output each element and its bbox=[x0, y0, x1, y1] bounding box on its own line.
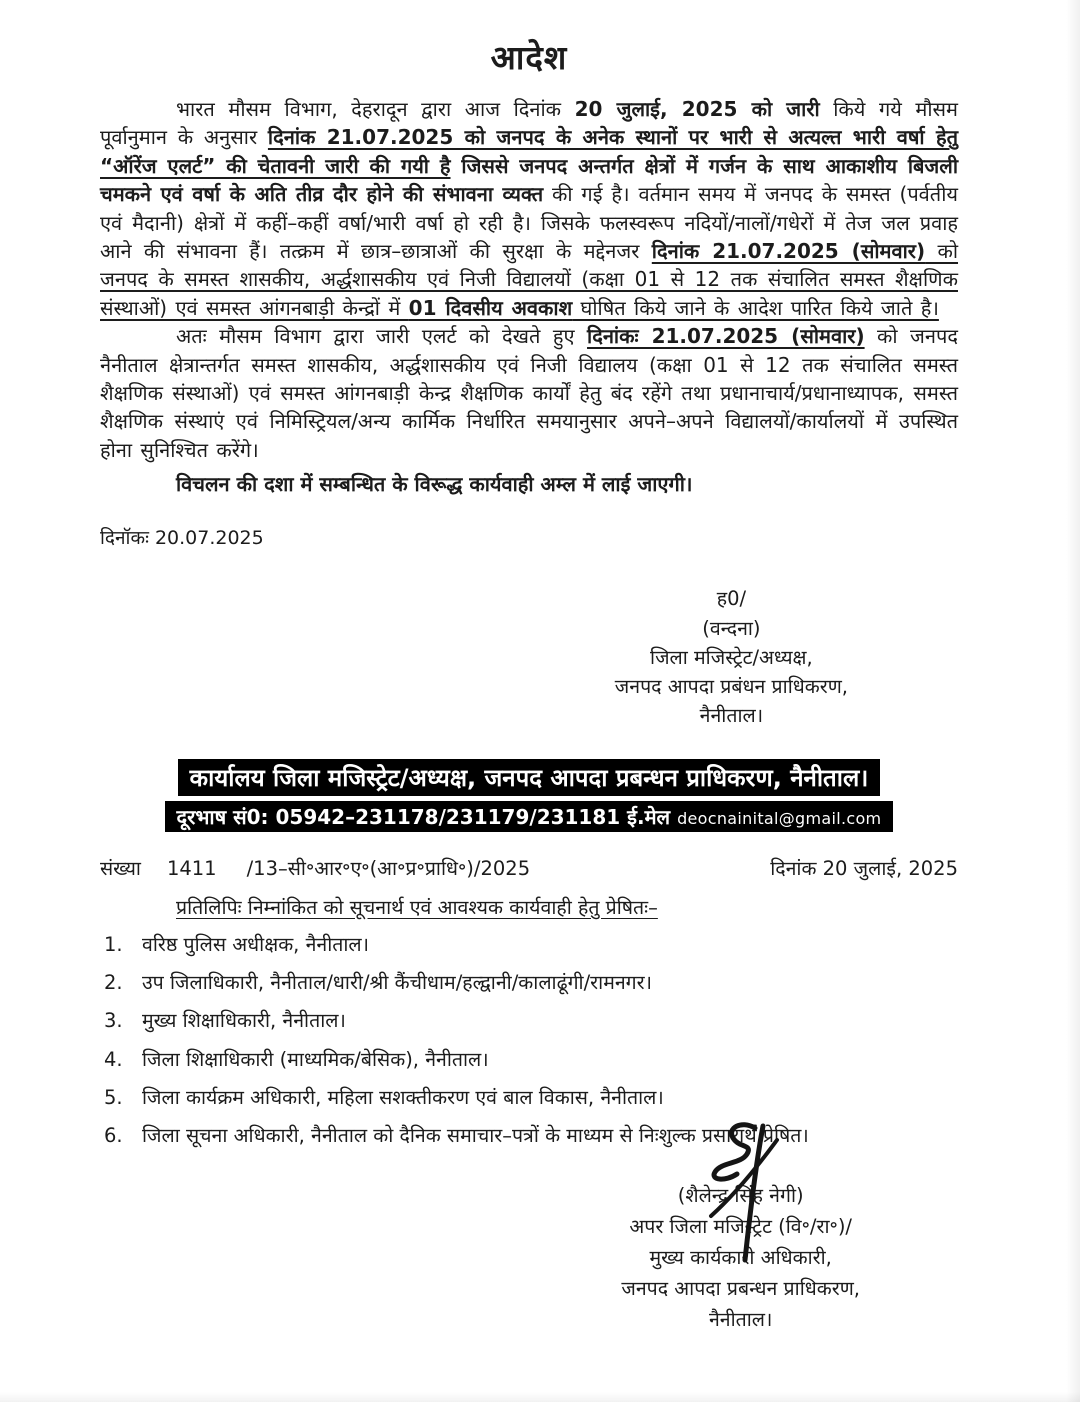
item-number: 1. bbox=[104, 932, 123, 956]
text-segment-bold: जिससे जनपद अन्तर्गत क्षेत्रों में गर्जन के साथ आकाशीय बिजली चमकने एवं वर्षा के अति तीव्र दौर होने की संभावना व्यक्त bbox=[100, 153, 958, 207]
signatory-block-bottom bbox=[621, 1180, 860, 1336]
recipient-item bbox=[100, 970, 958, 996]
para-weather-alert bbox=[100, 95, 958, 322]
text-segment: किये गये मौसम पूर्वानुमान के अनुसार bbox=[100, 97, 958, 150]
item-number: 3. bbox=[104, 1009, 123, 1033]
recipient-item bbox=[100, 1047, 958, 1073]
recipient-list bbox=[100, 932, 958, 1150]
scan-edge bbox=[0, 1392, 1080, 1402]
signatory-place: नैनीताल। bbox=[699, 704, 764, 728]
order-date: दिनॉकः 20.07.2025 bbox=[100, 527, 264, 550]
text-segment-underline: घोषित किये जाने के आदेश पारित किये जाते है। bbox=[572, 295, 939, 320]
recipient-item bbox=[100, 1123, 958, 1149]
text-segment: की गई है। वर्तमान समय में जनपद के समस्त (पर्वतीय एवं मैदानी) क्षेत्रों में कहीं–कहीं वर्षा/भारी वर्षा हो रही है। जिसके फलस्वरूप नदियों/नालों/गधेरों में तेज जल प्रवाह आने की संभावना हैं। तत्क्रम में छात्र–छात्राओं की सुरक्षा के मद्देनजर bbox=[100, 182, 958, 263]
text-segment: को जनपद नैनीताल क्षेत्रान्तर्गत समस्त शासकीय, अर्द्धशासकीय एवं निजी विद्यालय (कक्षा 01 से 12 तक संचालित समस्त शैक्षणिक संस्थाओं) एवं समस्त आंगनबाड़ी केन्द्र शैक्षणिक कार्यों हेतु बंद रहेंगे तथा प्रधानाचार्य/प्रधानाध्यापक, समस्त शैक्षणिक संस्थाएं एवं निमिस्ट्रियल/अन्य कार्मिक निर्धारित समयानुसार अपने–अपने विद्यालयों/कार्यालयों में उपस्थित होना सुनिश्चित करेंगे। bbox=[100, 324, 958, 462]
signatory-designation: अपर जिला मजिस्ट्रेट (वि॰/रा॰)/ bbox=[629, 1214, 853, 1238]
item-text: उप जिलाधिकारी, नैनीताल/धारी/श्री कैंचीधाम/हल्द्वानी/कालाढूंगी/रामनगर। bbox=[142, 971, 653, 995]
signatory-place: नैनीताल। bbox=[708, 1308, 773, 1332]
item-number: 6. bbox=[104, 1124, 123, 1148]
reference-suffix: /13–सी॰आर॰ए॰(आ॰प्र॰प्राधि॰)/2025 bbox=[246, 856, 531, 880]
page-title: आदेश bbox=[490, 38, 568, 77]
item-text: जिला शिक्षाधिकारी (माध्यमिक/बेसिक), नैनीताल। bbox=[142, 1047, 489, 1071]
signatory-designation: जिला मजिस्ट्रेट/अध्यक्ष, bbox=[650, 645, 813, 669]
text-segment-bold-underline: दिनांक 21.07.2025 (सोमवार) bbox=[651, 238, 926, 263]
text-segment: अतः मौसम विभाग द्वारा जारी एलर्ट को देखते हुए bbox=[176, 324, 588, 349]
text-segment-bold-underline: दिनांकः 21.07.2025 (सोमवार) bbox=[587, 324, 865, 349]
reference-serial: 1411 bbox=[166, 856, 217, 880]
recipient-item bbox=[100, 1085, 958, 1111]
recipient-item bbox=[100, 932, 958, 958]
text-segment-bold: 20 जुलाई, 2025 को जारी bbox=[574, 97, 820, 121]
text-segment-underline: को जनपद के समस्त शासकीय, अर्द्धशासकीय एवं निजी विद्यालयों (कक्षा 01 से 12 तक संचालित समस्त शैक्षणिक संस्थाओं) एवं समस्त आंगनबाड़ी केन्द्रों में bbox=[100, 238, 959, 320]
reference-number bbox=[100, 854, 530, 881]
office-contact-bar bbox=[165, 801, 894, 832]
item-text: जिला सूचना अधिकारी, नैनीताल को दैनिक समाचार–पत्रों के माध्यम से निःशुल्क प्रसारार्थ प्रेषित। bbox=[142, 1124, 809, 1148]
item-text: मुख्य शिक्षाधिकारी, नैनीताल। bbox=[142, 1009, 346, 1033]
item-number: 2. bbox=[104, 971, 123, 995]
signatory-authority: जनपद आपदा प्रबन्धन प्राधिकरण, bbox=[621, 1277, 860, 1301]
signatory-name: (वन्दना) bbox=[702, 616, 761, 640]
signed-abbrev: ह0/ bbox=[716, 587, 747, 611]
scan-edge bbox=[1066, 0, 1080, 1402]
signatory-designation-2: मुख्य कार्यकारी अधिकारी, bbox=[649, 1245, 832, 1269]
recipient-item bbox=[100, 1008, 958, 1034]
para-closure-order bbox=[100, 322, 958, 464]
text-segment: भारत मौसम विभाग, देहरादून द्वारा आज दिनांक bbox=[176, 97, 575, 121]
office-header-bar: कार्यालय जिला मजिस्ट्रेट/अध्यक्ष, जनपद आपदा प्रबन्धन प्राधिकरण, नैनीताल। bbox=[178, 759, 881, 796]
text-segment-bold-underline: 01 दिवसीय अवकाश bbox=[408, 295, 573, 320]
phone-numbers: दूरभाष सं0: 05942–231178/231179/231181 ई.मेल bbox=[176, 804, 671, 829]
reference-label: संख्या bbox=[100, 856, 141, 880]
text-segment-bold-underline: दिनांक 21.07.2025 को जनपद के अनेक स्थानों पर भारी से अत्यल्त भारी वर्षा हेतु “ऑरेंज एलर्ट” की चेतावनी जारी की गयी है bbox=[100, 125, 958, 178]
item-text: वरिष्ठ पुलिस अधीक्षक, नैनीताल। bbox=[142, 932, 370, 956]
email-text: deocnainital@gmail.com bbox=[677, 808, 882, 828]
signatory-name: (शैलेन्द्र सिंह नेगी) bbox=[677, 1183, 804, 1207]
reference-date: दिनांक 20 जुलाई, 2025 bbox=[770, 856, 958, 880]
signatory-block-top bbox=[615, 584, 848, 730]
item-number: 5. bbox=[104, 1085, 123, 1109]
copy-to-heading: प्रतिलिपिः निम्नांकित को सूचनार्थ एवं आवश्यक कार्यवाही हेतु प्रेषितः– bbox=[176, 895, 658, 919]
warning-line: विचलन की दशा में सम्बन्धित के विरूद्ध कार्यवाही अम्ल में लाई जाएगी। bbox=[176, 472, 693, 497]
item-number: 4. bbox=[104, 1047, 123, 1071]
signatory-authority: जनपद आपदा प्रबंधन प्राधिकरण, bbox=[614, 675, 848, 699]
item-text: जिला कार्यक्रम अधिकारी, महिला सशक्तीकरण एवं बाल विकास, नैनीताल। bbox=[142, 1085, 664, 1109]
reference-line bbox=[100, 854, 958, 881]
